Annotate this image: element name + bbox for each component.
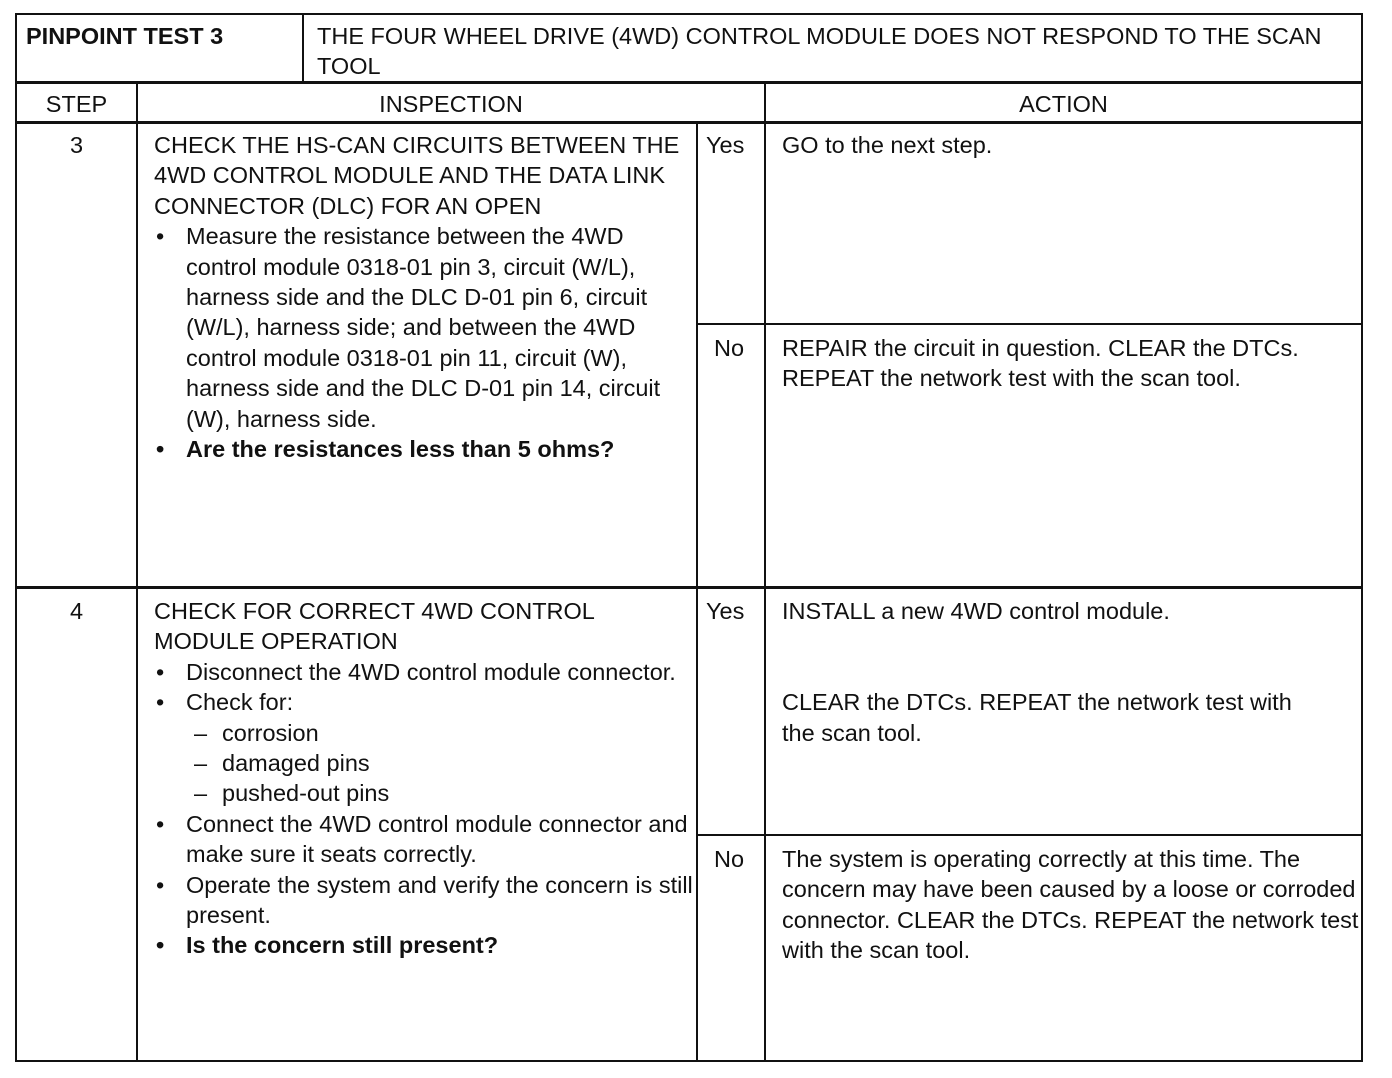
action-yes: GO to the next step. <box>782 132 993 158</box>
inspection-bullet: • Disconnect the 4WD control module connector. <box>154 657 694 687</box>
rule-step-column <box>136 82 138 1060</box>
action-no: The system is operating correctly at this time. The concern may have been caused by a loose or corroded connector. CLEAR the DTCs. REPEAT the network test with the scan tool. <box>782 846 1359 964</box>
column-header-step: STEP <box>45 91 108 117</box>
action-yes-continued: CLEAR the DTCs. REPEAT the network test with the scan tool. <box>782 689 1292 746</box>
answer-yes: Yes <box>706 598 745 624</box>
action-no: REPAIR the circuit in question. CLEAR the DTCs. REPEAT the network test with the scan tool. <box>782 335 1299 392</box>
answer-yes: Yes <box>706 132 745 158</box>
rule-below-column-headers <box>17 121 1361 124</box>
column-header-inspection: INSPECTION <box>379 91 523 117</box>
action-yes <box>782 596 1357 748</box>
step-number: 3 <box>69 132 84 158</box>
rule-step3-yes-no <box>698 323 1361 325</box>
pinpoint-test-label: PINPOINT TEST 3 <box>26 23 224 49</box>
column-header-action: ACTION <box>1019 91 1108 117</box>
inspection-bullets <box>154 221 694 464</box>
pinpoint-test-table <box>15 13 1363 1062</box>
check-for-list <box>186 718 694 809</box>
pinpoint-test-title: THE FOUR WHEEL DRIVE (4WD) CONTROL MODULE DOES NOT RESPOND TO THE SCAN TOOL <box>317 23 1322 80</box>
step-heading: CHECK THE HS-CAN CIRCUITS BETWEEN THE 4WD CONTROL MODULE AND THE DATA LINK CONNECTOR (DLC) FOR AN OPEN <box>154 132 680 219</box>
step-inspection <box>154 130 694 464</box>
answer-no: No <box>714 335 745 361</box>
rule-step4-yes-no <box>698 834 1361 836</box>
step-heading: CHECK FOR CORRECT 4WD CONTROL MODULE OPERATION <box>154 598 594 655</box>
rule-title-divider <box>302 15 304 82</box>
inspection-question: • Are the resistances less than 5 ohms? <box>154 434 694 464</box>
inspection-bullet <box>154 687 694 809</box>
rule-action-column <box>764 82 766 1060</box>
check-item: – pushed-out pins <box>186 778 694 808</box>
check-item: – corrosion <box>186 718 694 748</box>
check-for-label: Check for: <box>186 689 294 716</box>
inspection-bullet: • Connect the 4WD control module connector and make sure it seats correctly. <box>154 809 694 870</box>
rule-answer-column <box>696 122 698 1060</box>
step-number: 4 <box>69 598 84 624</box>
inspection-question: • Is the concern still present? <box>154 930 694 960</box>
inspection-bullet: • Measure the resistance between the 4WD control module 0318-01 pin 3, circuit (W/L), harness side and the DLC D-01 pin 6, circuit (W/L), harness side; and between the 4WD control module 0318-01 pin 11, circuit (W), harness side and the DLC D-01 pin 14, circuit (W), harness side. <box>154 221 694 434</box>
check-item: – damaged pins <box>186 748 694 778</box>
inspection-bullet: • Operate the system and verify the concern is still present. <box>154 870 694 931</box>
answer-no: No <box>714 846 745 872</box>
action-yes-line: INSTALL a new 4WD control module. <box>782 598 1170 624</box>
inspection-bullets <box>154 657 694 961</box>
step-inspection <box>154 596 694 961</box>
rule-between-steps <box>17 586 1361 589</box>
